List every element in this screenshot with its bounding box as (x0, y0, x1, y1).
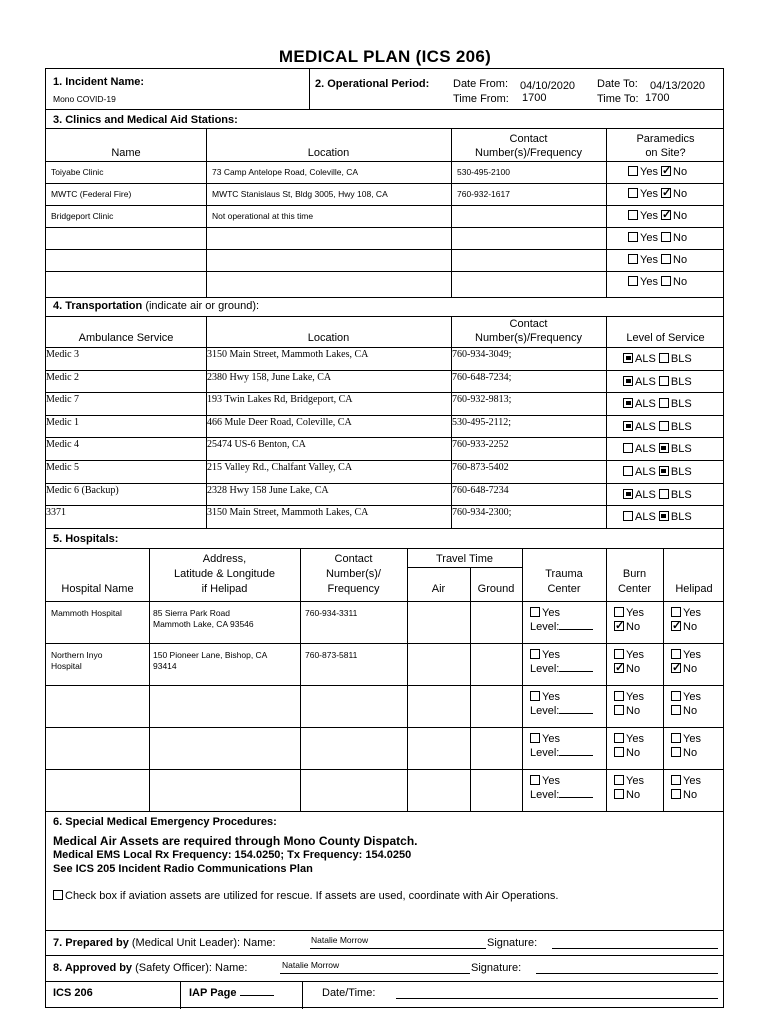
ambulance-location[interactable]: 215 Valley Rd., Chalfant Valley, CA (207, 462, 353, 473)
burn-no[interactable]: No (614, 747, 640, 759)
helipad-yes[interactable]: Yes (671, 649, 701, 661)
transport-row-divider (46, 370, 723, 371)
helipad-yes-checkbox[interactable] (671, 775, 681, 785)
clinics-col-location: Location (307, 147, 350, 159)
hospital-contact[interactable]: 760-873-5811 (305, 650, 358, 660)
helipad-no[interactable]: ✓No (671, 663, 697, 675)
helipad-yes[interactable]: Yes (671, 733, 701, 745)
approved-by-label: 8. Approved by (Safety Officer): Name: (53, 962, 248, 974)
ambulance-service[interactable]: Medic 7 (46, 394, 80, 406)
hospital-address[interactable]: 150 Pioneer Lane, Bishop, CA (153, 650, 268, 660)
procedures-line-2[interactable]: Medical EMS Local Rx Frequency: 154.0250; Tx Frequency: 154.0250 (53, 849, 412, 861)
form-id: ICS 206 (53, 987, 93, 999)
transport-col-contact-2: Number(s)/Frequency (475, 332, 582, 344)
transport-header: 4. Transportation (indicate air or ground): (53, 300, 260, 312)
burn-no[interactable]: No (614, 789, 640, 801)
procedures-line-3[interactable]: See ICS 205 Incident Radio Communications Plan (53, 863, 313, 875)
burn-yes-checkbox[interactable] (614, 649, 624, 659)
hospital-name-line-2[interactable]: Hospital (51, 661, 82, 671)
clinic-contact[interactable]: 530-495-2100 (457, 167, 510, 177)
hospital-name[interactable]: Northern Inyo (51, 650, 103, 660)
hospital-address[interactable]: 85 Sierra Park Road (153, 608, 231, 618)
ambulance-service[interactable]: 3371 (46, 507, 66, 519)
paramedics-no-checkbox[interactable] (661, 166, 671, 176)
trauma-level[interactable]: Level: (530, 621, 593, 633)
level-of-service[interactable]: ALS BLS (623, 376, 692, 388)
ambulance-location[interactable]: 2328 Hwy 158 June Lake, CA (207, 484, 329, 496)
hospitals-col-name: Hospital Name (61, 583, 134, 595)
hospitals-col-contact: Contact (334, 553, 373, 565)
burn-yes[interactable]: Yes (614, 775, 644, 787)
bls-checkbox[interactable] (659, 443, 669, 453)
trauma-level-line[interactable] (559, 797, 593, 798)
bls-checkbox[interactable] (659, 376, 669, 386)
prepared-signature-label: Signature: (487, 937, 538, 949)
clinic-name[interactable]: Toiyabe Clinic (51, 167, 104, 177)
hospitals-col-burn-2: Center (617, 583, 652, 595)
operational-period-label: 2. Operational Period: (315, 78, 430, 90)
trauma-yes-checkbox[interactable] (530, 691, 540, 701)
clinic-row-divider (46, 205, 723, 206)
hospitals-col-contact-2: Number(s)/ (325, 568, 381, 580)
clinic-row-divider (46, 183, 723, 184)
hospitals-header: 5. Hospitals: (53, 533, 119, 545)
time-from-label: Time From: (453, 93, 509, 105)
clinic-contact[interactable]: 760-932-1617 (457, 189, 510, 199)
helipad-yes[interactable]: Yes (671, 607, 701, 619)
divider (309, 69, 310, 109)
ambulance-location[interactable]: 193 Twin Lakes Rd, Bridgeport, CA (207, 394, 353, 406)
prepared-signature-line[interactable] (552, 948, 718, 949)
clinics-header: 3. Clinics and Medical Aid Stations: (53, 114, 238, 126)
clinic-row-divider (46, 227, 723, 228)
clinic-paramedics[interactable]: Yes ✓No (628, 188, 687, 200)
bls-checkbox[interactable] (659, 489, 669, 499)
burn-no-checkbox[interactable] (614, 747, 624, 757)
incident-name-label: 1. Incident Name: (53, 76, 145, 88)
hospital-name[interactable]: Mammoth Hospital (51, 608, 122, 618)
clinic-paramedics[interactable]: Yes No (628, 276, 687, 288)
helipad-yes-checkbox[interactable] (671, 691, 681, 701)
clinic-paramedics[interactable]: Yes ✓No (628, 166, 687, 178)
helipad-no[interactable]: No (671, 705, 697, 717)
clinics-col-paramedics-2: on Site? (645, 147, 686, 159)
prepared-by-name[interactable]: Natalie Morrow (311, 935, 369, 945)
trauma-level-line[interactable] (559, 629, 593, 630)
level-of-service[interactable]: ALS BLS (623, 353, 692, 365)
hospital-address-line-2[interactable]: 93414 (153, 661, 177, 671)
burn-yes-checkbox[interactable] (614, 691, 624, 701)
trauma-level-line[interactable] (559, 755, 593, 756)
als-checkbox[interactable] (623, 421, 633, 431)
date-from-value[interactable]: 04/10/2020 (520, 80, 576, 92)
procedures-header: 6. Special Medical Emergency Procedures: (53, 816, 277, 828)
trauma-yes-checkbox[interactable] (530, 649, 540, 659)
paramedics-yes-checkbox[interactable] (628, 232, 638, 242)
trauma-level[interactable]: Level: (530, 789, 593, 801)
bls-checkbox[interactable] (659, 353, 669, 363)
hospitals-col-trauma: Trauma (545, 568, 583, 580)
paramedics-no-checkbox[interactable] (661, 232, 671, 242)
helipad-yes-checkbox[interactable] (671, 733, 681, 743)
trauma-yes[interactable]: Yes (530, 607, 560, 619)
clinic-row-divider (46, 271, 723, 272)
trauma-yes-checkbox[interactable] (530, 775, 540, 785)
time-from-value[interactable]: 1700 (522, 92, 547, 104)
ambulance-location[interactable]: 25474 US-6 Benton, CA (207, 439, 306, 451)
clinic-paramedics[interactable]: Yes No (628, 254, 687, 266)
hospitals-col-address: Address, (202, 553, 247, 565)
hospitals-col-helipad: Helipad (675, 583, 713, 595)
paramedics-yes-checkbox[interactable] (628, 166, 638, 176)
clinics-col-name: Name (111, 147, 141, 159)
aviation-checkbox[interactable] (53, 890, 63, 900)
burn-no-checkbox[interactable] (614, 663, 624, 673)
burn-yes[interactable]: Yes (614, 649, 644, 661)
trauma-yes-checkbox[interactable] (530, 733, 540, 743)
helipad-no[interactable]: No (671, 789, 697, 801)
trauma-yes[interactable]: Yes (530, 691, 560, 703)
incident-name-value[interactable]: Mono COVID-19 (53, 94, 116, 104)
hospital-row-divider (46, 727, 723, 728)
helipad-no-checkbox[interactable] (671, 705, 681, 715)
ambulance-service[interactable]: Medic 6 (Backup) (46, 484, 119, 496)
paramedics-yes-checkbox[interactable] (628, 254, 638, 264)
paramedics-yes-checkbox[interactable] (628, 210, 638, 220)
als-checkbox[interactable] (623, 511, 633, 521)
transport-row-divider (46, 347, 723, 348)
hospital-row-divider (46, 769, 723, 770)
hospitals-col-travel: Travel Time (435, 553, 494, 565)
helipad-yes-checkbox[interactable] (671, 649, 681, 659)
ambulance-service[interactable]: Medic 5 (46, 462, 80, 473)
medical-plan-form (45, 68, 724, 1008)
trauma-level[interactable]: Level: (530, 705, 593, 717)
clinics-col-contact: Contact (509, 133, 548, 145)
hospitals-col-contact-3: Frequency (327, 583, 380, 595)
paramedics-no-checkbox[interactable] (661, 210, 671, 220)
date-time-label: Date/Time: (322, 987, 376, 999)
trauma-level[interactable]: Level: (530, 663, 593, 675)
burn-yes-checkbox[interactable] (614, 733, 624, 743)
approved-signature-label: Signature: (471, 962, 522, 974)
clinic-location[interactable]: Not operational at this time (212, 211, 314, 221)
level-of-service[interactable]: ALS BLS (623, 398, 692, 410)
trauma-yes[interactable]: Yes (530, 733, 560, 745)
date-to-value[interactable]: 04/13/2020 (650, 80, 706, 92)
ambulance-contact[interactable]: 760-648-7234 (452, 484, 509, 496)
clinic-row-divider (46, 161, 723, 162)
ambulance-contact[interactable]: 760-934-3049; (452, 349, 512, 360)
hospital-address-line-2[interactable]: Mammoth Lake, CA 93546 (153, 619, 254, 629)
burn-yes[interactable]: Yes (614, 691, 644, 703)
burn-no[interactable]: ✓No (614, 663, 640, 675)
ambulance-contact[interactable]: 760-932-9813; (452, 394, 512, 406)
clinics-col-contact-2: Number(s)/Frequency (475, 147, 582, 159)
transport-col-location: Location (307, 332, 350, 344)
clinic-row-divider (46, 249, 723, 250)
hospital-row-divider (46, 685, 723, 686)
ambulance-location[interactable]: 3150 Main Street, Mammoth Lakes, CA (207, 507, 369, 519)
level-of-service[interactable]: ALS BLS (623, 443, 692, 455)
ambulance-contact[interactable]: 760-933-2252 (452, 439, 509, 451)
ambulance-contact[interactable]: 760-873-5402 (452, 462, 509, 473)
helipad-yes[interactable]: Yes (671, 691, 701, 703)
iap-page-label: IAP Page (189, 987, 274, 999)
level-of-service[interactable]: ALS BLS (623, 489, 692, 501)
transport-col-contact: Contact (509, 318, 548, 330)
hospital-row-divider (46, 643, 723, 644)
helipad-no-checkbox[interactable] (671, 747, 681, 757)
hospitals-col-address-2: Latitude & Longitude (174, 568, 275, 580)
ambulance-service[interactable]: Medic 4 (46, 439, 80, 451)
ambulance-contact[interactable]: 530-495-2112; (452, 416, 512, 428)
helipad-no[interactable]: ✓No (671, 621, 697, 633)
prepared-by-label: 7. Prepared by (Medical Unit Leader): Name: (53, 937, 276, 949)
ambulance-location[interactable]: 3150 Main Street, Mammoth Lakes, CA (207, 349, 369, 360)
burn-no[interactable]: No (614, 705, 640, 717)
als-checkbox[interactable] (623, 489, 633, 499)
trauma-level-line[interactable] (559, 671, 593, 672)
burn-yes-checkbox[interactable] (614, 775, 624, 785)
transport-row-divider (46, 460, 723, 461)
burn-yes[interactable]: Yes (614, 733, 644, 745)
als-checkbox[interactable] (623, 466, 633, 476)
burn-no-checkbox[interactable] (614, 705, 624, 715)
helipad-no[interactable]: No (671, 747, 697, 759)
hospital-contact[interactable]: 760-934-3311 (305, 608, 358, 618)
clinic-paramedics[interactable]: Yes No (628, 232, 687, 244)
helipad-yes[interactable]: Yes (671, 775, 701, 787)
burn-no-checkbox[interactable] (614, 789, 624, 799)
trauma-yes-checkbox[interactable] (530, 607, 540, 617)
bls-checkbox[interactable] (659, 421, 669, 431)
hospitals-col-address-3: if Helipad (201, 583, 248, 595)
clinic-paramedics[interactable]: Yes ✓No (628, 210, 687, 222)
approved-by-name[interactable]: Natalie Morrow (282, 960, 340, 970)
trauma-yes[interactable]: Yes (530, 775, 560, 787)
level-of-service[interactable]: ALS BLS (623, 421, 692, 433)
clinic-location[interactable]: MWTC Stanislaus St, Bldg 3005, Hwy 108, CA (212, 189, 388, 199)
clinics-col-paramedics: Paramedics (636, 133, 695, 145)
hospitals-col-ground: Ground (477, 583, 515, 595)
helipad-yes-checkbox[interactable] (671, 607, 681, 617)
level-of-service[interactable]: ALS BLS (623, 511, 692, 523)
date-time-line[interactable] (396, 998, 718, 999)
helipad-no-checkbox[interactable] (671, 663, 681, 673)
paramedics-no-checkbox[interactable] (661, 188, 671, 198)
clinic-name[interactable]: MWTC (Federal Fire) (51, 189, 132, 199)
ambulance-contact[interactable]: 760-934-2300; (452, 507, 512, 519)
als-checkbox[interactable] (623, 353, 633, 363)
trauma-yes[interactable]: Yes (530, 649, 560, 661)
paramedics-no-checkbox[interactable] (661, 276, 671, 286)
time-to-label: Time To: (597, 93, 639, 105)
aviation-checkbox-row[interactable]: Check box if aviation assets are utilized for rescue. If assets are used, coordinate with Air Operations. (53, 890, 558, 902)
ambulance-service[interactable]: Medic 3 (46, 349, 80, 360)
als-checkbox[interactable] (623, 376, 633, 386)
transport-col-service: Ambulance Service (78, 332, 174, 344)
burn-yes-checkbox[interactable] (614, 607, 624, 617)
als-checkbox[interactable] (623, 398, 633, 408)
approved-signature-line[interactable] (536, 973, 718, 974)
burn-no[interactable]: ✓No (614, 621, 640, 633)
transport-row-divider (46, 415, 723, 416)
transport-row-divider (46, 437, 723, 438)
date-from-label: Date From: (453, 78, 509, 90)
burn-no-checkbox[interactable] (614, 621, 624, 631)
helipad-no-checkbox[interactable] (671, 621, 681, 631)
burn-yes[interactable]: Yes (614, 607, 644, 619)
procedures-line-1[interactable]: Medical Air Assets are required through Mono County Dispatch. (53, 834, 418, 848)
bls-checkbox[interactable] (659, 466, 669, 476)
time-to-value[interactable]: 1700 (645, 92, 670, 104)
hospital-row-divider (46, 601, 723, 602)
ambulance-service[interactable]: Medic 1 (46, 416, 80, 428)
level-of-service[interactable]: ALS BLS (623, 466, 692, 478)
trauma-level-line[interactable] (559, 713, 593, 714)
ambulance-service[interactable]: Medic 2 (46, 371, 80, 383)
trauma-level[interactable]: Level: (530, 747, 593, 759)
ambulance-contact[interactable]: 760-648-7234; (452, 371, 512, 383)
transport-row-divider (46, 483, 723, 484)
hospitals-col-burn: Burn (622, 568, 647, 580)
clinic-name[interactable]: Bridgeport Clinic (51, 211, 114, 221)
ambulance-location[interactable]: 466 Mule Deer Road, Coleville, CA (207, 416, 352, 428)
bls-checkbox[interactable] (659, 511, 669, 521)
transport-row-divider (46, 392, 723, 393)
paramedics-yes-checkbox[interactable] (628, 276, 638, 286)
transport-row-divider (46, 505, 723, 506)
clinic-location[interactable]: 73 Camp Antelope Road, Coleville, CA (212, 167, 358, 177)
form-title: MEDICAL PLAN (ICS 206) (278, 47, 492, 66)
transport-col-level: Level of Service (626, 332, 705, 344)
ambulance-location[interactable]: 2380 Hwy 158, June Lake, CA (207, 371, 332, 383)
hospitals-col-trauma-2: Center (547, 583, 581, 595)
hospitals-col-air: Air (431, 583, 446, 595)
paramedics-yes-checkbox[interactable] (628, 188, 638, 198)
helipad-no-checkbox[interactable] (671, 789, 681, 799)
paramedics-no-checkbox[interactable] (661, 254, 671, 264)
als-checkbox[interactable] (623, 443, 633, 453)
bls-checkbox[interactable] (659, 398, 669, 408)
date-to-label: Date To: (597, 78, 638, 90)
